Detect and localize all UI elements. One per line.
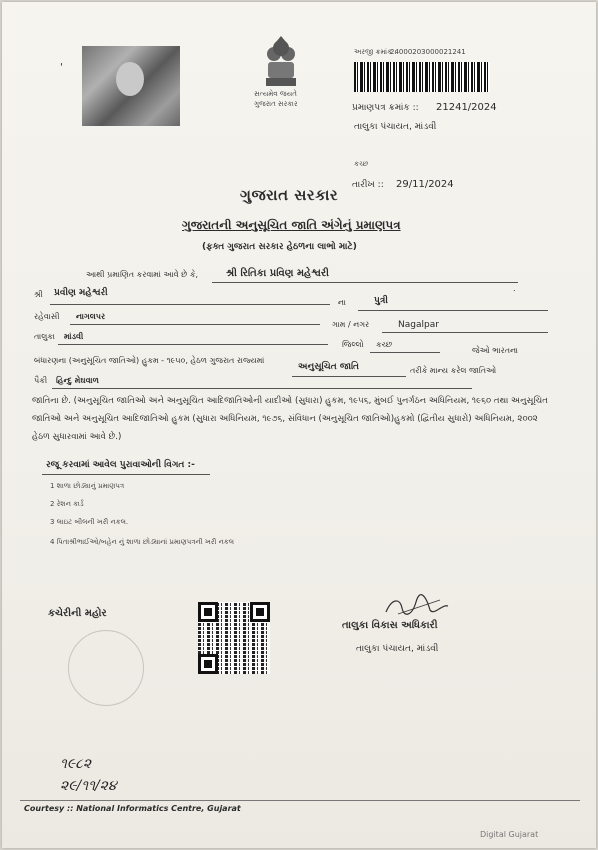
- document-item: 4 પિતાશ્રીભાઈઓ/બહેન નું શાળા છોડ્યાનાં પ્રમાણપત્રની ખરી નકલ: [50, 538, 235, 546]
- date-label: તારીખ ::: [352, 180, 384, 190]
- caste-name: હિન્દુ મેઘવાળ: [56, 376, 99, 385]
- district-line: [370, 352, 440, 353]
- constitution-text: બંધારણના (અનુસૂચિત જાતિઓ) હુકમ - ૧૯૫૦, હેઠળ ગુજરાત રાજ્યમાં: [34, 356, 265, 365]
- caste-line: [52, 388, 472, 389]
- signature-icon: [382, 594, 452, 618]
- village-line: [382, 332, 548, 333]
- certificate-page: [2, 2, 596, 848]
- village-label: ગામ / નગર: [332, 320, 370, 329]
- line-end-mark: .: [513, 284, 516, 293]
- na-label: ના: [338, 298, 346, 307]
- holder-name: શ્રી રિતિકા પ્રવિણ મહેશ્વરી: [226, 268, 329, 279]
- resident-line: [70, 324, 320, 325]
- taluka-label: તાલુકા: [34, 332, 55, 341]
- intro-text: આથી પ્રમાણિત કરવામાં આવે છે કે,: [86, 270, 199, 279]
- documents-heading: રજૂ કરવામાં આવેલ પુરાવાઓની વિગત :-: [46, 460, 195, 470]
- handwritten-number: ૧૯૮૨: [60, 756, 92, 772]
- document-item: 1 શાળા છોડ્યાનું પ્રમાણપત્ર: [50, 482, 125, 490]
- emblem-caption-1: સત્યમેવ જયતે: [254, 90, 297, 98]
- taluka-line: [58, 344, 328, 345]
- relation-line: [358, 310, 548, 311]
- handwritten-date: ૨૯/૧૧/૨૪: [60, 778, 117, 794]
- caste-category: અનુસૂચિત જાતિ: [298, 362, 359, 372]
- resident-value: નાગલપર: [76, 312, 106, 321]
- application-no: 24000203000021241: [390, 48, 466, 56]
- office-header: તાલુકા પંચાયત, માંડવી: [354, 122, 437, 132]
- officer-title: તાલુકા વિકાસ અધિકારી: [342, 620, 438, 631]
- taluka-value: માંડવી: [64, 332, 84, 341]
- ja-label: જેઓ ભારતના: [472, 346, 519, 355]
- category-line: [292, 376, 406, 377]
- district-value: કચ્છ: [376, 340, 393, 349]
- caste-prefix: પૈકી: [34, 376, 48, 385]
- digital-gujarat-watermark: Digital Gujarat: [480, 830, 539, 839]
- document-item: 3 લાઇટ બીલની ખરી નકલ.: [50, 518, 129, 526]
- legal-paragraph: જાતિના છે. (અનુસૂચિત જાતિઓ અને અનુસૂચિત આદિજાતિઓની યાદીઓ (સુધારા) હુકમ, ૧૯૫૬, મુંબઈ પુનર્ગઠન અધિનિયમ, ૧૯૬૦ તથા અનુસૂચિત જાતિઓ અને અનુસૂચિત આદિજાતિઓ હુકમ (સુધારા અધિનિયમ, ૧૯૭૬, સંવિધાન (અનુસૂચિત જાતિઓ)હુકમો (દ્વિતીય સુધારો) અધિનિયમ, ૨૦૦૨ હેઠળ સુધારવામાં આવે છે.): [32, 396, 548, 442]
- barcode: [354, 62, 490, 92]
- cert-no-label: પ્રમાણપત્ર ક્રમાંક ::: [352, 103, 419, 113]
- documents-heading-underline: [42, 474, 210, 475]
- emblem-caption-2: ગુજરાત સરકાર: [254, 100, 298, 108]
- father-prefix: શ્રી: [34, 290, 43, 299]
- cert-no: 21241/2024: [436, 102, 497, 113]
- father-name: પ્રવીણ મહેશ્વરી: [54, 288, 108, 298]
- recognised-text: તરીકે માન્ય કરેલ જાતિઓ: [410, 366, 497, 375]
- footer-rule: [20, 800, 580, 801]
- district-label: જિલ્લો: [342, 340, 364, 349]
- certificate-subtitle: (ફક્ત ગુજરાત સરકાર હેઠળના લાભો માટે): [202, 242, 357, 252]
- document-item: 2 રેશન કાર્ડ: [50, 500, 84, 508]
- district-header: કચ્છ: [354, 160, 369, 168]
- certificate-title: ગુજરાતની અનુસૂચિત જાતિ અંગેનું પ્રમાણપત્ર: [182, 218, 401, 232]
- resident-label: રહેવાસી: [34, 312, 60, 321]
- application-no-label: અરજી ક્રમાંક :: [354, 48, 397, 56]
- state-emblem-icon: [254, 34, 308, 94]
- father-name-line: [50, 304, 330, 305]
- gov-title: ગુજરાત સરકાર: [240, 186, 339, 204]
- qr-code: [198, 602, 270, 674]
- applicant-photo: [82, 46, 180, 126]
- issue-date: 29/11/2024: [396, 179, 454, 190]
- office-seal-label: કચેરીની મહોર: [48, 608, 107, 619]
- officer-office: તાલુકા પંચાયત, માંડવી: [356, 644, 439, 654]
- relation: પુત્રી: [374, 296, 388, 306]
- courtesy-text: Courtesy :: National Informatics Centre, Gujarat: [24, 804, 241, 813]
- photo-mark: ': [60, 62, 63, 73]
- office-stamp-circle: [68, 630, 144, 706]
- village-value: Nagalpar: [398, 320, 439, 330]
- holder-name-line: [212, 282, 518, 283]
